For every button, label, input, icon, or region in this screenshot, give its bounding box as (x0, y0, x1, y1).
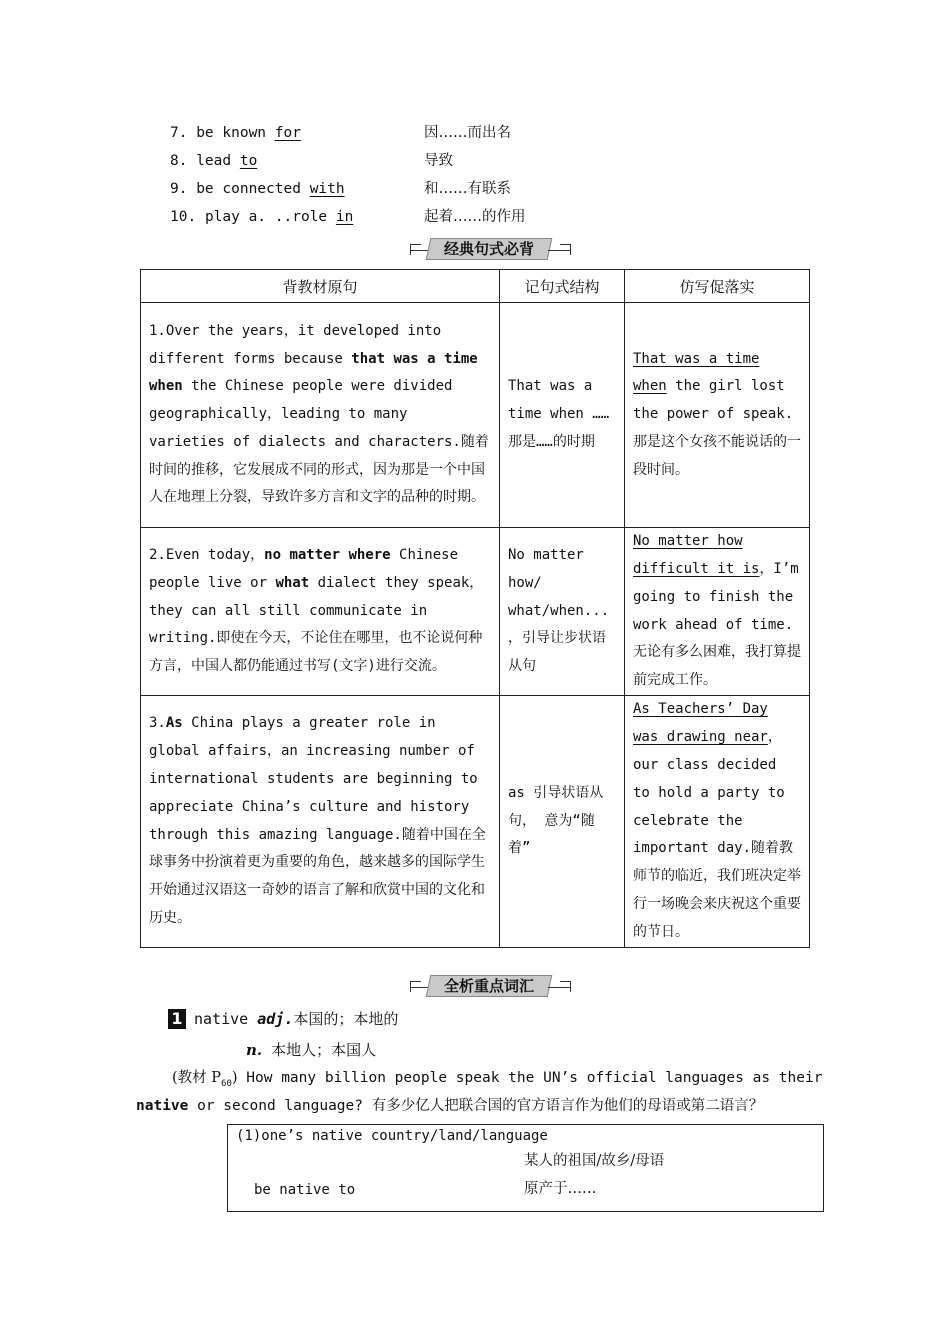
imitation-sentence: That was a time when the girl lost the power of speak.那是这个女孩不能说话的一段时间。 (625, 303, 810, 528)
sentence-table (140, 269, 810, 948)
column-header: 记句式结构 (500, 270, 625, 303)
column-header: 仿写促落实 (625, 270, 810, 303)
phrase-item: 9. be connected with (170, 181, 345, 197)
section-banner (0, 238, 950, 260)
section-banner (0, 975, 950, 997)
original-sentence: 3.As China plays a greater role in global affairs，an increasing number of international students are beginning to appreciate China’s culture and history through this amazing language.随着中国在全球事务中扮演着更为重要的角色，越来越多的国际学生开始通过汉语这一奇妙的语言了解和欣赏中国的文化和历史。 (141, 696, 500, 948)
table-row (141, 696, 810, 948)
table-row (141, 528, 810, 696)
usage-meaning: 原产于…… (524, 1181, 597, 1197)
phrase-item: 10. play a. ..role in (170, 209, 354, 225)
textbook-example: (教材 $P_{60}$) How many billion people speak the UN’s official languages as their (172, 1070, 823, 1089)
section-title: 全析重点词汇 (426, 975, 553, 997)
phrase-meaning: 和……有联系 (424, 181, 511, 197)
usage-line: be native to (254, 1182, 356, 1198)
vocab-headword: native adj.本国的；本地的 (194, 1010, 399, 1028)
phrase-meaning: 因……而出名 (424, 125, 511, 141)
imitation-sentence: No matter how difficult it is，I’m going to finish the work ahead of time.无论有多么困难，我打算提前完成工作。 (625, 528, 810, 696)
sentence-structure: No matter how/ what/when... ，引导让步状语从句 (500, 528, 625, 696)
usage-line: (1)one’s native country/land/language (236, 1128, 548, 1144)
table-header-row (141, 270, 810, 303)
vocab-number-badge: 1 (168, 1009, 186, 1029)
vocab-noun-sense: n. 本地人；本国人 (246, 1041, 377, 1059)
usage-meaning: 某人的祖国/故乡/母语 (524, 1153, 665, 1169)
phrase-meaning: 起着……的作用 (424, 209, 526, 225)
phrase-meaning: 导致 (424, 153, 453, 169)
column-header: 背教材原句 (141, 270, 500, 303)
sentence-structure: That was a time when ……那是……的时期 (500, 303, 625, 528)
textbook-example-cont: native or second language? 有多少亿人把联合国的官方语言作为他们的母语或第二语言？ (136, 1098, 764, 1114)
phrase-item: 7. be known for (170, 125, 301, 141)
sentence-structure: as 引导状语从句， 意为“随着” (500, 696, 625, 948)
original-sentence: 2.Even today，no matter where Chinese people live or what dialect they speak，they can all still communicate in writing.即使在今天，不论住在哪里，也不论说何种方言，中国人都仍能通过书写(文字)进行交流。 (141, 528, 500, 696)
table-row (141, 303, 810, 528)
original-sentence: 1.Over the years，it developed into different forms because that was a time when the Chinese people were divided geographically，leading to many varieties of dialects and characters.随着时间的推移，它发展成不同的形式，因为那是一个中国人在地理上分裂，导致许多方言和文字的品种的时期。 (141, 303, 500, 528)
usage-note-box (227, 1124, 824, 1212)
phrase-item: 8. lead to (170, 153, 258, 169)
imitation-sentence: As Teachers’ Day was drawing near，our class decided to hold a party to celebrate the important day.随着教师节的临近，我们班决定举行一场晚会来庆祝这个重要的节日。 (625, 696, 810, 948)
section-title: 经典句式必背 (426, 238, 553, 260)
